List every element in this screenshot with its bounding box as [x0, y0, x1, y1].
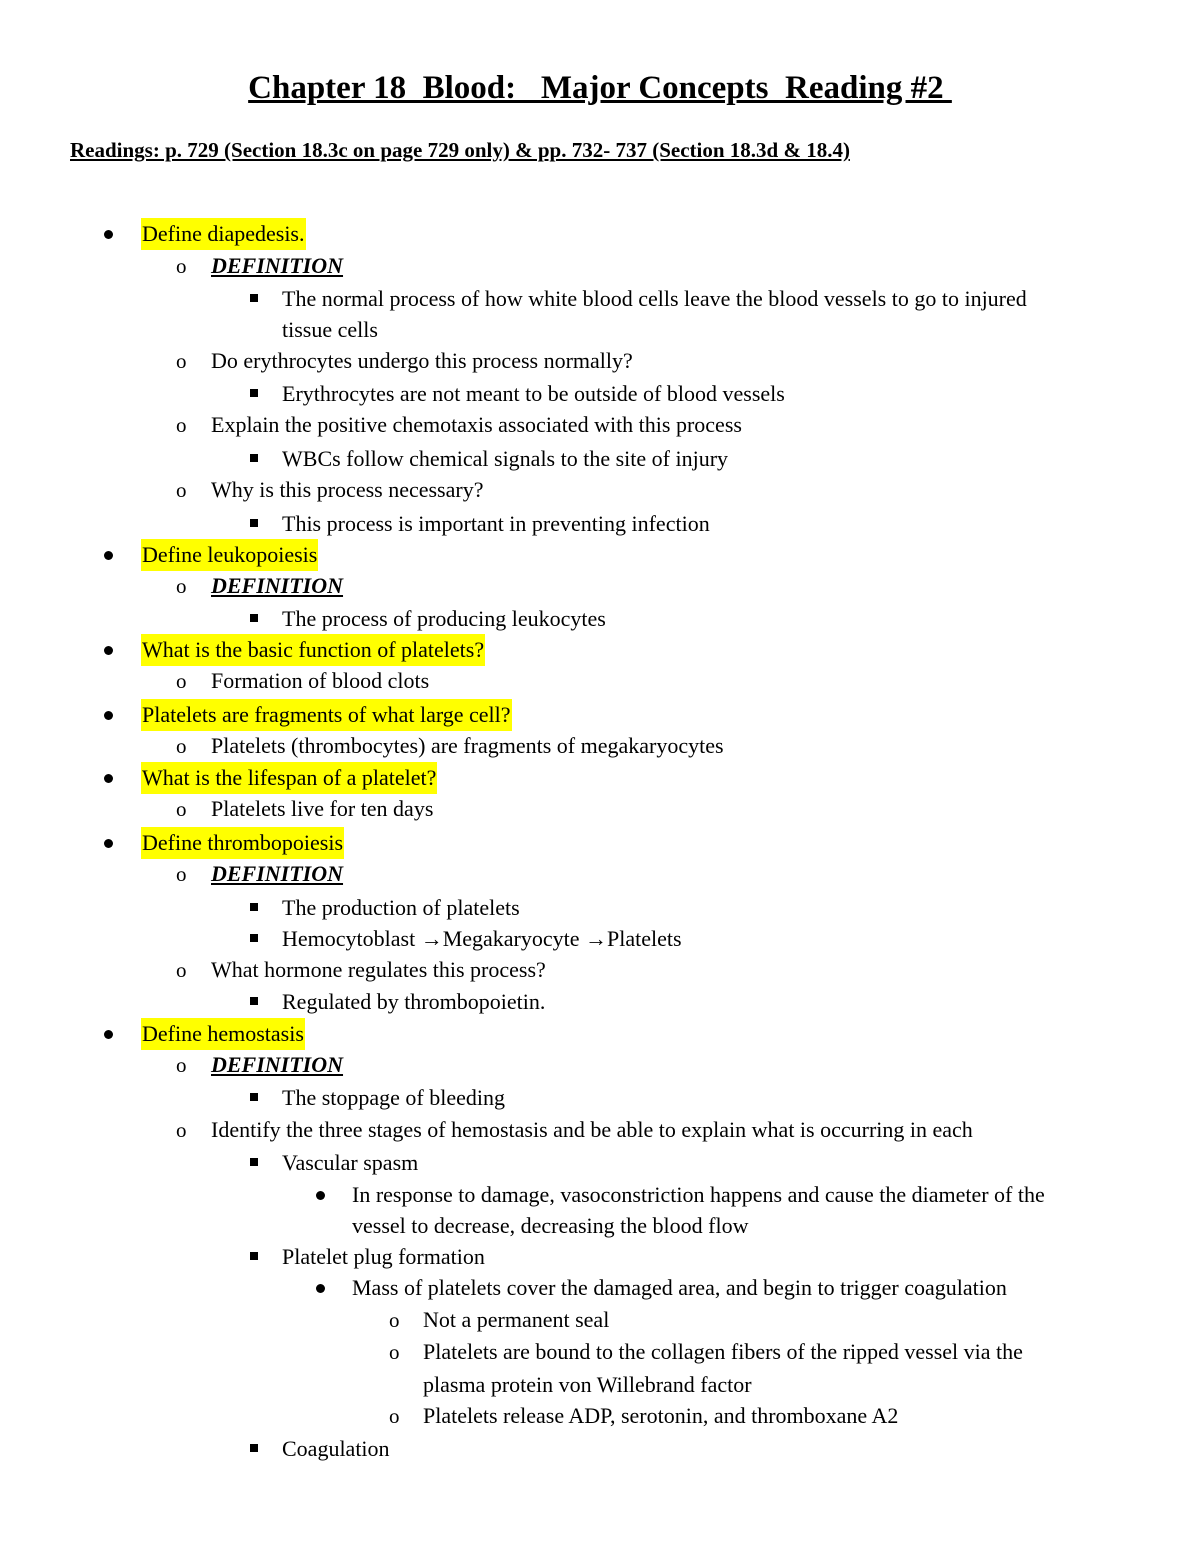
item-text: Explain the positive chemotaxis associated with this process [211, 412, 742, 437]
bullet-square-icon [250, 614, 258, 622]
highlighted-question: Define hemostasis [141, 1018, 305, 1050]
item-text: Platelets live for ten days [211, 796, 434, 821]
definition-label: DEFINITION [211, 573, 344, 598]
bullet-dot-icon [104, 230, 113, 239]
highlighted-question: Define diapedesis. [141, 218, 306, 250]
bullet-square-icon [250, 903, 258, 911]
definition-label: DEFINITION [211, 861, 344, 886]
bullet-circle-icon: o [389, 1308, 400, 1332]
bullet-circle-icon: o [389, 1340, 400, 1364]
item-text: Regulated by thrombopoietin. [282, 989, 546, 1014]
bullet-dot-icon [104, 551, 113, 560]
item-text: Platelets (thrombocytes) are fragments of megakaryocytes [211, 733, 724, 758]
bullet-circle-icon: o [176, 478, 187, 502]
page-title: Chapter 18 Blood: Major Concepts Reading #2 [248, 70, 952, 106]
bullet-square-icon [250, 294, 258, 302]
item-text: plasma protein von Willebrand factor [423, 1372, 752, 1397]
item-text: tissue cells [282, 317, 378, 342]
item-text: The stoppage of bleeding [282, 1085, 505, 1110]
bullet-dot-icon [104, 646, 113, 655]
bullet-circle-icon: o [176, 1053, 187, 1077]
item-text: Not a permanent seal [423, 1307, 610, 1332]
definition-label: DEFINITION [211, 253, 344, 278]
bullet-circle-icon: o [176, 1118, 187, 1142]
item-text: The production of platelets [282, 895, 520, 920]
item-text: Do erythrocytes undergo this process normally? [211, 348, 633, 373]
definition-label: DEFINITION [211, 1052, 344, 1077]
bullet-circle-icon: o [176, 574, 187, 598]
bullet-circle-icon: o [176, 797, 187, 821]
bullet-square-icon [250, 1093, 258, 1101]
bullet-circle-icon: o [176, 669, 187, 693]
bullet-dot-icon [316, 1284, 325, 1293]
bullet-circle-icon: o [176, 862, 187, 886]
highlighted-question: Platelets are fragments of what large cell? [141, 699, 512, 731]
bullet-dot-icon [104, 1030, 113, 1039]
item-text: The normal process of how white blood cells leave the blood vessels to go to injured [282, 286, 1027, 311]
item-text: Erythrocytes are not meant to be outside of blood vessels [282, 381, 785, 406]
item-text: Platelets are bound to the collagen fibers of the ripped vessel via the [423, 1339, 1023, 1364]
bullet-square-icon [250, 389, 258, 397]
item-text: Platelet plug formation [282, 1244, 485, 1269]
bullet-circle-icon: o [176, 734, 187, 758]
item-text: WBCs follow chemical signals to the site of injury [282, 446, 729, 471]
bullet-square-icon [250, 1158, 258, 1166]
item-text: Why is this process necessary? [211, 477, 484, 502]
bullet-dot-icon [316, 1191, 325, 1200]
highlighted-question: What is the basic function of platelets? [141, 634, 485, 666]
bullet-dot-icon [104, 711, 113, 720]
highlighted-question: What is the lifespan of a platelet? [141, 762, 437, 794]
bullet-circle-icon: o [389, 1404, 400, 1428]
item-text: Coagulation [282, 1436, 390, 1461]
item-text: Formation of blood clots [211, 668, 430, 693]
item-text: What hormone regulates this process? [211, 957, 546, 982]
bullet-square-icon [250, 454, 258, 462]
bullet-circle-icon: o [176, 349, 187, 373]
bullet-circle-icon: o [176, 254, 187, 278]
item-text: The process of producing leukocytes [282, 606, 606, 631]
item-text: vessel to decrease, decreasing the blood flow [352, 1213, 749, 1238]
bullet-circle-icon: o [176, 413, 187, 437]
bullet-dot-icon [104, 774, 113, 783]
item-text: This process is important in preventing infection [282, 511, 710, 536]
highlighted-question: Define thrombopoiesis [141, 827, 344, 859]
bullet-square-icon [250, 997, 258, 1005]
item-text: Identify the three stages of hemostasis and be able to explain what is occurring in each [211, 1117, 973, 1142]
bullet-square-icon [250, 1444, 258, 1452]
item-text: In response to damage, vasoconstriction happens and cause the diameter of the [352, 1182, 1045, 1207]
item-text: Mass of platelets cover the damaged area, and begin to trigger coagulation [352, 1275, 1007, 1300]
bullet-circle-icon: o [176, 958, 187, 982]
item-text: Hemocytoblast →Megakaryocyte →Platelets [282, 926, 682, 951]
bullet-square-icon [250, 934, 258, 942]
item-text: Platelets release ADP, serotonin, and thromboxane A2 [423, 1403, 899, 1428]
item-text: Vascular spasm [282, 1150, 419, 1175]
highlighted-question: Define leukopoiesis [141, 539, 318, 571]
bullet-dot-icon [104, 839, 113, 848]
readings-line: Readings: p. 729 (Section 18.3c on page 729 only) & pp. 732- 737 (Section 18.3d & 18.4) [70, 138, 850, 162]
bullet-square-icon [250, 1252, 258, 1260]
bullet-square-icon [250, 519, 258, 527]
